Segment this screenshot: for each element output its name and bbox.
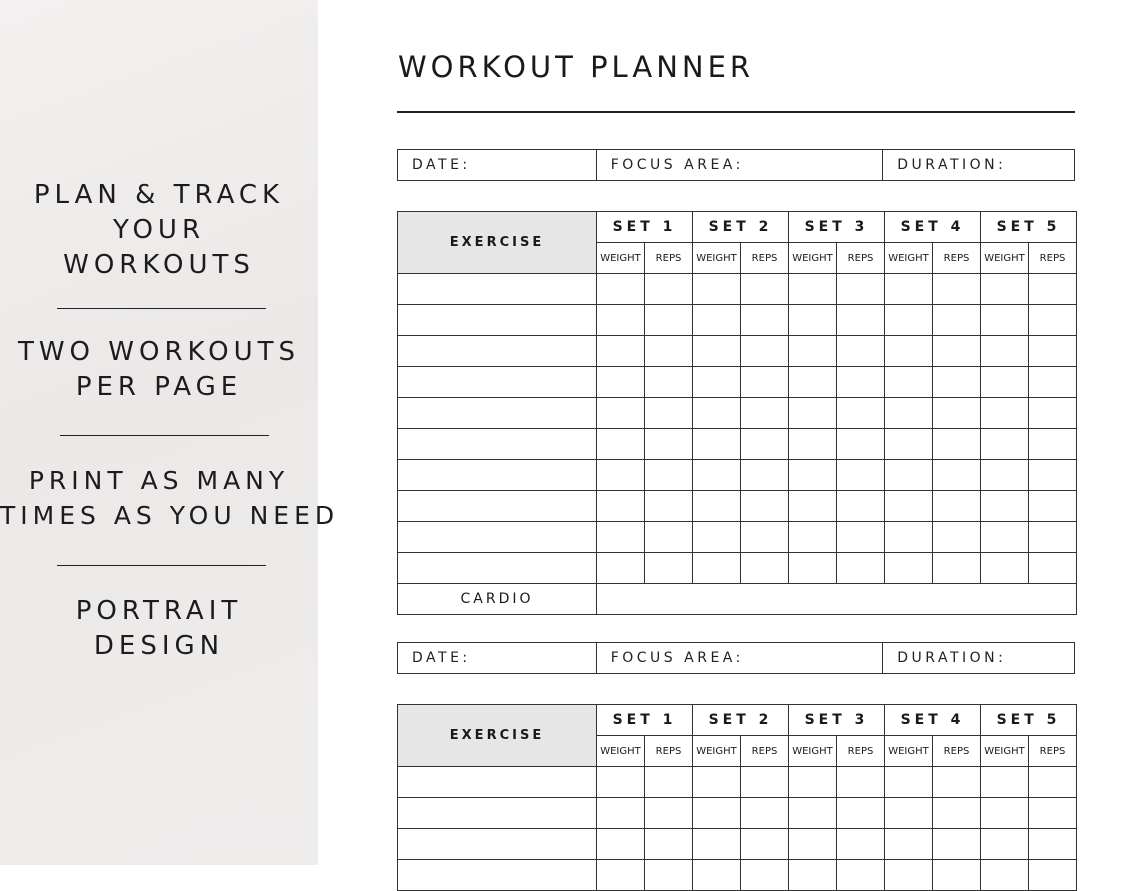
set-entry-cell[interactable]	[741, 398, 789, 429]
set-entry-cell[interactable]	[837, 860, 885, 891]
exercise-cell[interactable]	[398, 305, 597, 336]
weight-subheader: WEIGHT	[981, 243, 1029, 274]
feature-two-workouts: TWO WORKOUTS PER PAGE	[17, 337, 301, 402]
set-entry-cell[interactable]	[981, 336, 1029, 367]
set-entry-cell[interactable]	[741, 829, 789, 860]
set-entry-cell[interactable]	[789, 522, 837, 553]
set-entry-cell[interactable]	[837, 429, 885, 460]
set-entry-cell[interactable]	[693, 367, 741, 398]
set-entry-cell[interactable]	[1029, 860, 1077, 891]
set-entry-cell[interactable]	[645, 491, 693, 522]
weight-subheader: WEIGHT	[693, 243, 741, 274]
set-entry-cell[interactable]	[981, 767, 1029, 798]
set-entry-cell[interactable]	[837, 367, 885, 398]
set-entry-cell[interactable]	[837, 336, 885, 367]
set-entry-cell[interactable]	[597, 553, 645, 584]
reps-subheader: REPS	[933, 736, 981, 767]
exercise-header: EXERCISE	[398, 705, 597, 767]
set-entry-cell[interactable]	[981, 829, 1029, 860]
set-entry-cell[interactable]	[837, 522, 885, 553]
exercise-cell[interactable]	[398, 367, 597, 398]
set-entry-cell[interactable]	[1029, 553, 1077, 584]
cardio-entry-cell[interactable]	[597, 584, 1077, 615]
set-entry-cell[interactable]	[741, 553, 789, 584]
set-entry-cell[interactable]	[1029, 429, 1077, 460]
set-entry-cell[interactable]	[837, 274, 885, 305]
reps-subheader: REPS	[1029, 736, 1077, 767]
set-entry-cell[interactable]	[645, 305, 693, 336]
set-entry-cell[interactable]	[597, 274, 645, 305]
table-row	[398, 860, 1077, 891]
set-entry-cell[interactable]	[789, 460, 837, 491]
set-entry-cell[interactable]	[981, 305, 1029, 336]
exercise-cell[interactable]	[398, 829, 597, 860]
set-entry-cell[interactable]	[1029, 767, 1077, 798]
set-entry-cell[interactable]	[693, 336, 741, 367]
set-entry-cell[interactable]	[885, 767, 933, 798]
set-entry-cell[interactable]	[933, 429, 981, 460]
set-entry-cell[interactable]	[1029, 460, 1077, 491]
exercise-cell[interactable]	[398, 336, 597, 367]
table-row	[398, 398, 1077, 429]
set-entry-cell[interactable]	[933, 460, 981, 491]
set-entry-cell[interactable]	[597, 429, 645, 460]
reps-subheader: REPS	[837, 736, 885, 767]
table-row	[398, 367, 1077, 398]
weight-subheader: WEIGHT	[885, 243, 933, 274]
set-entry-cell[interactable]	[933, 522, 981, 553]
set-header: SET 1	[597, 705, 693, 736]
set-entry-cell[interactable]	[693, 398, 741, 429]
set-entry-cell[interactable]	[933, 829, 981, 860]
set-entry-cell[interactable]	[789, 798, 837, 829]
set-header: SET 3	[789, 212, 885, 243]
set-entry-cell[interactable]	[933, 491, 981, 522]
set-entry-cell[interactable]	[981, 398, 1029, 429]
set-entry-cell[interactable]	[789, 367, 837, 398]
set-entry-cell[interactable]	[837, 460, 885, 491]
exercise-cell[interactable]	[398, 860, 597, 891]
weight-subheader: WEIGHT	[597, 736, 645, 767]
set-header: SET 4	[885, 212, 981, 243]
workout-info-row	[397, 642, 1075, 674]
set-entry-cell[interactable]	[885, 491, 933, 522]
set-entry-cell[interactable]	[741, 860, 789, 891]
set-entry-cell[interactable]	[645, 767, 693, 798]
set-entry-cell[interactable]	[693, 767, 741, 798]
set-entry-cell[interactable]	[837, 829, 885, 860]
set-entry-cell[interactable]	[1029, 491, 1077, 522]
table-row	[398, 522, 1077, 553]
set-entry-cell[interactable]	[741, 522, 789, 553]
exercise-table	[397, 211, 1077, 615]
set-entry-cell[interactable]	[1029, 274, 1077, 305]
set-entry-cell[interactable]	[693, 798, 741, 829]
set-entry-cell[interactable]	[693, 553, 741, 584]
set-entry-cell[interactable]	[645, 553, 693, 584]
set-header: SET 5	[981, 705, 1077, 736]
table-row	[398, 460, 1077, 491]
set-entry-cell[interactable]	[693, 429, 741, 460]
exercise-cell[interactable]	[398, 491, 597, 522]
set-entry-cell[interactable]	[741, 767, 789, 798]
weight-subheader: WEIGHT	[885, 736, 933, 767]
weight-subheader: WEIGHT	[789, 243, 837, 274]
set-entry-cell[interactable]	[789, 336, 837, 367]
set-entry-cell[interactable]	[933, 367, 981, 398]
reps-subheader: REPS	[645, 736, 693, 767]
workout-info-row	[397, 149, 1075, 181]
feature-print-many: PRINT AS MANY TIMES AS YOU NEED	[0, 466, 340, 530]
set-entry-cell[interactable]	[741, 367, 789, 398]
reps-subheader: REPS	[1029, 243, 1077, 274]
set-entry-cell[interactable]	[1029, 829, 1077, 860]
exercise-cell[interactable]	[398, 522, 597, 553]
set-entry-cell[interactable]	[741, 429, 789, 460]
set-entry-cell[interactable]	[597, 336, 645, 367]
table-row	[398, 798, 1077, 829]
set-entry-cell[interactable]	[837, 398, 885, 429]
weight-subheader: WEIGHT	[981, 736, 1029, 767]
set-entry-cell[interactable]	[693, 305, 741, 336]
set-entry-cell[interactable]	[1029, 798, 1077, 829]
sidebar-panel	[0, 0, 340, 865]
set-entry-cell[interactable]	[885, 860, 933, 891]
set-entry-cell[interactable]	[597, 798, 645, 829]
table-row	[398, 491, 1077, 522]
set-entry-cell[interactable]	[981, 460, 1029, 491]
set-entry-cell[interactable]	[885, 367, 933, 398]
table-row	[398, 429, 1077, 460]
set-entry-cell[interactable]	[789, 860, 837, 891]
exercise-header: EXERCISE	[398, 212, 597, 274]
sidebar-divider	[60, 435, 269, 436]
set-entry-cell[interactable]	[645, 829, 693, 860]
exercise-cell[interactable]	[398, 398, 597, 429]
table-row	[398, 829, 1077, 860]
set-header: SET 5	[981, 212, 1077, 243]
weight-subheader: WEIGHT	[597, 243, 645, 274]
set-entry-cell[interactable]	[645, 274, 693, 305]
set-entry-cell[interactable]	[693, 860, 741, 891]
set-entry-cell[interactable]	[1029, 305, 1077, 336]
set-entry-cell[interactable]	[933, 398, 981, 429]
exercise-cell[interactable]	[398, 798, 597, 829]
table-row	[398, 336, 1077, 367]
exercise-cell[interactable]	[398, 767, 597, 798]
sidebar-divider	[57, 308, 266, 309]
set-entry-cell[interactable]	[933, 553, 981, 584]
weight-subheader: WEIGHT	[789, 736, 837, 767]
set-header: SET 4	[885, 705, 981, 736]
set-entry-cell[interactable]	[933, 767, 981, 798]
set-entry-cell[interactable]	[981, 553, 1029, 584]
set-entry-cell[interactable]	[597, 767, 645, 798]
set-entry-cell[interactable]	[837, 553, 885, 584]
table-row	[398, 767, 1077, 798]
set-entry-cell[interactable]	[837, 305, 885, 336]
set-entry-cell[interactable]	[885, 829, 933, 860]
set-entry-cell[interactable]	[933, 305, 981, 336]
set-entry-cell[interactable]	[789, 429, 837, 460]
set-header: SET 2	[693, 212, 789, 243]
title-divider	[397, 111, 1075, 113]
table-row	[398, 553, 1077, 584]
set-entry-cell[interactable]	[981, 367, 1029, 398]
set-entry-cell[interactable]	[597, 829, 645, 860]
set-entry-cell[interactable]	[645, 367, 693, 398]
date-field[interactable]: DATE:	[397, 149, 597, 181]
set-entry-cell[interactable]	[741, 274, 789, 305]
feature-plan-track: PLAN & TRACK YOUR WORKOUTS	[33, 180, 285, 280]
set-entry-cell[interactable]	[885, 398, 933, 429]
set-entry-cell[interactable]	[789, 491, 837, 522]
set-entry-cell[interactable]	[741, 336, 789, 367]
set-entry-cell[interactable]	[837, 491, 885, 522]
focus-area-field[interactable]: FOCUS AREA:	[596, 642, 884, 674]
exercise-cell[interactable]	[398, 553, 597, 584]
exercise-table	[397, 704, 1077, 891]
set-entry-cell[interactable]	[981, 860, 1029, 891]
focus-area-field[interactable]: FOCUS AREA:	[596, 149, 884, 181]
set-entry-cell[interactable]	[741, 798, 789, 829]
set-entry-cell[interactable]	[693, 522, 741, 553]
cardio-label: CARDIO	[398, 584, 597, 615]
exercise-cell[interactable]	[398, 274, 597, 305]
set-header: SET 1	[597, 212, 693, 243]
set-entry-cell[interactable]	[597, 460, 645, 491]
sidebar-divider	[57, 565, 266, 566]
set-entry-cell[interactable]	[933, 336, 981, 367]
set-entry-cell[interactable]	[645, 460, 693, 491]
set-entry-cell[interactable]	[933, 860, 981, 891]
exercise-cell[interactable]	[398, 460, 597, 491]
set-entry-cell[interactable]	[789, 767, 837, 798]
set-entry-cell[interactable]	[885, 305, 933, 336]
duration-field[interactable]: DURATION:	[882, 642, 1075, 674]
set-entry-cell[interactable]	[981, 274, 1029, 305]
set-entry-cell[interactable]	[645, 429, 693, 460]
set-entry-cell[interactable]	[885, 274, 933, 305]
set-entry-cell[interactable]	[789, 274, 837, 305]
reps-subheader: REPS	[645, 243, 693, 274]
cardio-row	[398, 584, 1077, 615]
set-entry-cell[interactable]	[981, 491, 1029, 522]
set-entry-cell[interactable]	[1029, 336, 1077, 367]
feature-portrait-design: PORTRAIT DESIGN	[75, 596, 243, 661]
set-entry-cell[interactable]	[789, 829, 837, 860]
set-entry-cell[interactable]	[645, 798, 693, 829]
set-entry-cell[interactable]	[789, 398, 837, 429]
set-entry-cell[interactable]	[597, 522, 645, 553]
set-entry-cell[interactable]	[741, 460, 789, 491]
set-entry-cell[interactable]	[981, 522, 1029, 553]
set-entry-cell[interactable]	[693, 491, 741, 522]
reps-subheader: REPS	[741, 736, 789, 767]
set-entry-cell[interactable]	[981, 429, 1029, 460]
date-field[interactable]: DATE:	[397, 642, 597, 674]
set-entry-cell[interactable]	[933, 798, 981, 829]
set-header: SET 3	[789, 705, 885, 736]
weight-subheader: WEIGHT	[693, 736, 741, 767]
set-entry-cell[interactable]	[597, 398, 645, 429]
page-title: WORKOUT PLANNER	[398, 50, 755, 84]
set-entry-cell[interactable]	[597, 367, 645, 398]
set-entry-cell[interactable]	[789, 305, 837, 336]
set-entry-cell[interactable]	[837, 798, 885, 829]
set-entry-cell[interactable]	[597, 491, 645, 522]
exercise-cell[interactable]	[398, 429, 597, 460]
set-entry-cell[interactable]	[885, 522, 933, 553]
set-entry-cell[interactable]	[645, 860, 693, 891]
set-entry-cell[interactable]	[885, 336, 933, 367]
set-entry-cell[interactable]	[885, 460, 933, 491]
set-entry-cell[interactable]	[597, 305, 645, 336]
set-entry-cell[interactable]	[1029, 367, 1077, 398]
set-entry-cell[interactable]	[693, 829, 741, 860]
set-entry-cell[interactable]	[1029, 398, 1077, 429]
set-entry-cell[interactable]	[645, 398, 693, 429]
set-entry-cell[interactable]	[981, 798, 1029, 829]
reps-subheader: REPS	[933, 243, 981, 274]
set-entry-cell[interactable]	[693, 460, 741, 491]
set-entry-cell[interactable]	[885, 553, 933, 584]
set-entry-cell[interactable]	[837, 767, 885, 798]
set-entry-cell[interactable]	[741, 491, 789, 522]
set-entry-cell[interactable]	[597, 860, 645, 891]
duration-field[interactable]: DURATION:	[882, 149, 1075, 181]
table-row	[398, 274, 1077, 305]
set-entry-cell[interactable]	[645, 522, 693, 553]
set-entry-cell[interactable]	[1029, 522, 1077, 553]
set-entry-cell[interactable]	[933, 274, 981, 305]
table-row	[398, 305, 1077, 336]
set-header: SET 2	[693, 705, 789, 736]
set-entry-cell[interactable]	[885, 429, 933, 460]
set-entry-cell[interactable]	[885, 798, 933, 829]
set-entry-cell[interactable]	[741, 305, 789, 336]
set-entry-cell[interactable]	[645, 336, 693, 367]
reps-subheader: REPS	[741, 243, 789, 274]
reps-subheader: REPS	[837, 243, 885, 274]
set-entry-cell[interactable]	[789, 553, 837, 584]
set-entry-cell[interactable]	[693, 274, 741, 305]
